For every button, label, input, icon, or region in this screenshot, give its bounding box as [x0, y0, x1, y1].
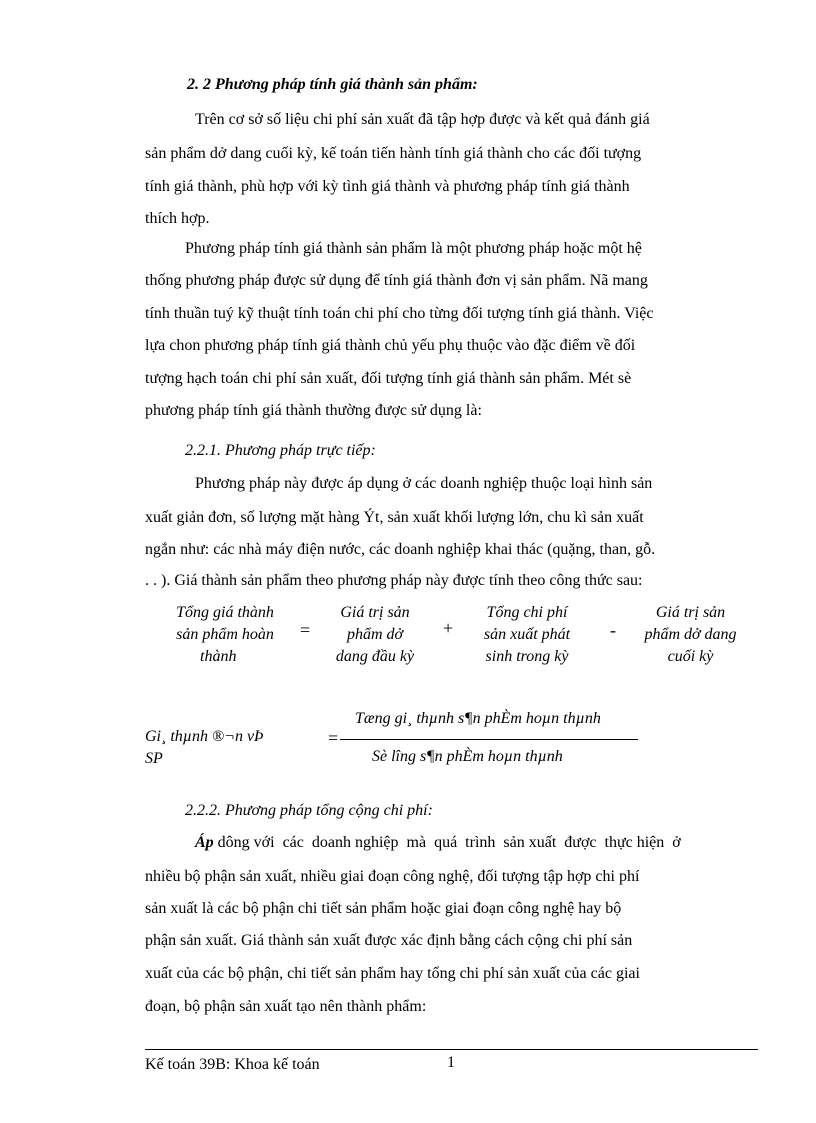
formula-text: phẩm dở dang — [644, 626, 737, 643]
paragraph-line: sản xuất là các bộ phận chi tiết sản phẩm hoặc giai đoạn công nghệ hay bộ — [145, 900, 622, 917]
paragraph-line: Phương pháp này được áp dụng ở các doanh nghiệp thuộc loại hình sản — [195, 475, 653, 492]
formula-text: sinh trong kỳ — [485, 648, 569, 665]
lead-word: Áp — [195, 834, 214, 851]
formula-text: cuối kỳ — [667, 648, 714, 665]
formula-term-opening-wip — [320, 602, 430, 668]
minus-sign: - — [610, 620, 616, 640]
paragraph-line: xuất của các bộ phận, chi tiết sản phẩm hay tổng chi phí sản xuất của các giai — [145, 965, 640, 982]
formula-term-closing-wip — [628, 602, 753, 668]
footer-text: Kế toán 39B: Khoa kế toán — [145, 1056, 320, 1073]
paragraph-text: dông với các doanh nghiệp mà quá trình sản xuất được thực hiện ở — [213, 834, 681, 851]
paragraph-line: tượng hạch toán chi phí sản xuất, đối tượng tính giá thành sản phẩm. Mét sè — [145, 370, 632, 387]
formula-text: Giá trị sản — [340, 604, 410, 621]
formula-term-period-cost — [467, 602, 587, 668]
fraction-bar — [340, 739, 638, 740]
equals-sign: = — [300, 620, 311, 640]
formula-lhs: Gi¸ thµnh ®¬n vÞ — [145, 728, 264, 745]
formula-text: Giá trị sản — [655, 604, 726, 621]
paragraph-line: thống phương pháp được sử dụng để tính giá thành đơn vị sản phẩm. Nã mang — [145, 272, 648, 289]
formula-text: phẩm dở — [346, 626, 404, 643]
equals-sign: = — [328, 728, 339, 748]
section-title: 2. 2 Phương pháp tính giá thành sản phẩm: — [187, 76, 478, 93]
formula-numerator: Tæng gi¸ thµnh s¶n phÈm hoµn thµnh — [355, 710, 601, 727]
paragraph-line: xuất giản đơn, số lượng mặt hàng Ýt, sản xuất khối lượng lớn, chu kì sản xuất — [145, 509, 644, 526]
formula-lhs-unit: SP — [145, 750, 163, 767]
formula-term-total-cost — [160, 602, 290, 668]
paragraph-line: . . ). Giá thành sản phẩm theo phương pháp này được tính theo công thức sau: — [145, 572, 643, 589]
paragraph-line: phận sản xuất. Giá thành sản xuất được xác định bằng cách cộng chi phí sản — [145, 932, 633, 949]
paragraph-line: đoạn, bộ phận sản xuất tạo nên thành phẩm: — [145, 998, 427, 1015]
formula-text: Tổng giá thành — [176, 604, 274, 621]
formula-text: Tổng chi phí — [486, 604, 568, 621]
paragraph-line: thích hợp. — [145, 210, 210, 227]
page-number: 1 — [447, 1054, 455, 1071]
formula-text: sản xuất phát — [483, 626, 571, 643]
formula-text: dang đầu kỳ — [335, 648, 415, 665]
formula-denominator: Sè lîng s¶n phÈm hoµn thµnh — [372, 748, 563, 765]
formula-text: thành — [200, 648, 237, 665]
paragraph-line: lựa chon phương pháp tính giá thành chủ yếu phụ thuộc vào đặc điểm về đối — [145, 337, 636, 354]
paragraph-line: nhiều bộ phận sản xuất, nhiều giai đoạn công nghệ, đối tượng tập hợp chi phí — [145, 868, 640, 885]
paragraph-line: sản phẩm dở dang cuối kỳ, kế toán tiến hành tính giá thành cho các đối tượng — [145, 145, 642, 162]
paragraph-line: tính thuần tuý kỹ thuật tính toán chi phí cho từng đối tượng tính giá thành. Việc — [145, 305, 654, 322]
paragraph-line: tính giá thành, phù hợp với kỳ tình giá thành và phương pháp tính giá thành — [145, 178, 630, 195]
paragraph-line: Trên cơ sở số liệu chi phí sản xuất đã tập hợp được và kết quả đánh giá — [195, 111, 650, 128]
formula-text: sản phẩm hoàn — [176, 626, 274, 643]
paragraph-line: Phương pháp tính giá thành sản phẩm là một phương pháp hoặc một hệ — [185, 240, 642, 257]
plus-sign: + — [443, 618, 454, 638]
paragraph-line: ngắn như: các nhà máy điện nước, các doanh nghiệp khai thác (quặng, than, gỗ. — [145, 541, 656, 558]
subsection-heading: 2.2.1. Phương pháp trực tiếp: — [185, 442, 376, 459]
subsection-heading: 2.2.2. Phương pháp tổng cộng chi phí: — [185, 802, 433, 819]
paragraph-line — [195, 834, 757, 852]
footer-rule — [145, 1049, 758, 1050]
paragraph-line: phương pháp tính giá thành thường được sử dụng là: — [145, 402, 482, 419]
